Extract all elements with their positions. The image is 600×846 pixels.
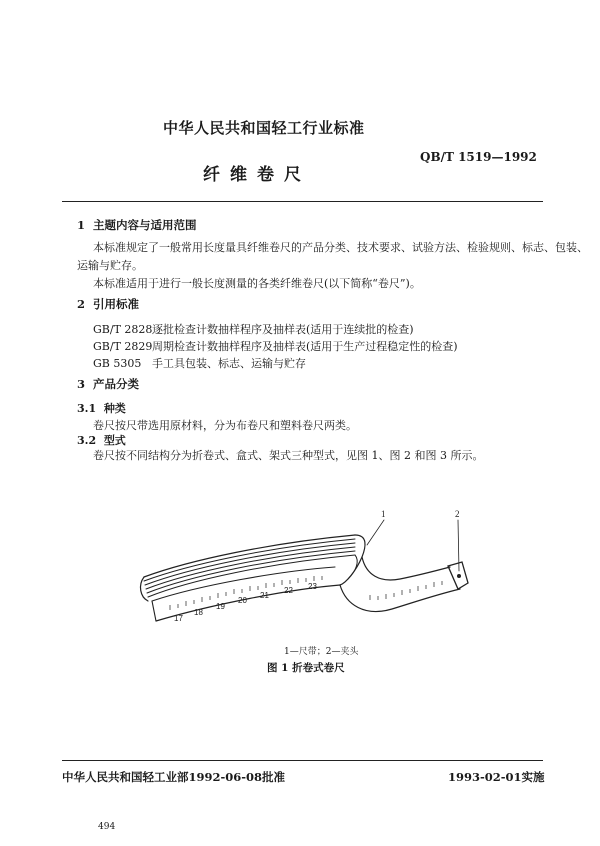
section-2-number: 2 <box>77 297 86 311</box>
doc-title: 纤维卷尺 <box>203 165 311 185</box>
header-divider <box>62 201 543 202</box>
reference-code: GB 5305 <box>93 357 142 370</box>
reference-code: GB/T 2828 <box>93 323 153 336</box>
reference-item <box>93 338 458 354</box>
tape-number: 19 <box>216 602 225 611</box>
reference-title: 周期检查计数抽样程序及抽样表(适用于生产过程稳定性的检查) <box>152 340 458 353</box>
section-2-title: 引用标准 <box>93 297 140 311</box>
tape-front-end <box>152 601 156 621</box>
tape-loop <box>340 535 365 585</box>
section-2-heading <box>77 296 139 312</box>
figure-caption: 图 1 折卷式卷尺 <box>267 662 345 674</box>
tape-number: 18 <box>194 608 203 617</box>
section-3-title: 产品分类 <box>93 377 140 391</box>
tape-strip-top <box>362 557 450 580</box>
section-3-number: 3 <box>77 377 86 391</box>
subsection-3-1-number: 3.1 <box>77 402 97 415</box>
subsection-3-2-number: 3.2 <box>77 434 97 447</box>
section-3-heading <box>77 376 139 392</box>
section-1-para-2: 本标准适用于进行一般长度测量的各类纤维卷尺(以下简称“卷尺”)。 <box>93 277 421 290</box>
section-1-number: 1 <box>77 218 86 232</box>
section-1-para-1-line-2: 运输与贮存。 <box>77 259 143 272</box>
org-title: 中华人民共和国轻工行业标准 <box>163 119 365 137</box>
tape-number: 22 <box>284 586 293 595</box>
subsection-3-2-text: 卷尺按不同结构分为折卷式、盒式、架式三种型式，见图 1、图 2 和图 3 所示。 <box>93 449 484 462</box>
figure-folded-tape-measure <box>130 505 475 630</box>
callout-1-leader <box>367 520 384 545</box>
section-1-title: 主题内容与适用范围 <box>93 218 197 232</box>
tape-loop-inner <box>348 555 357 579</box>
reference-code: GB/T 2829 <box>93 340 153 353</box>
tape-number: 20 <box>238 596 247 605</box>
subsection-3-1-title: 种类 <box>103 402 126 415</box>
tape-strip-bottom <box>340 585 460 612</box>
reference-item <box>93 355 306 371</box>
tape-number: 21 <box>260 591 269 600</box>
implementation-date: 1993-02-01实施 <box>448 770 545 784</box>
tape-number: 23 <box>308 582 317 591</box>
footer-divider <box>62 760 543 761</box>
subsection-3-2-title: 型式 <box>103 434 126 447</box>
reference-title: 逐批检查计数抽样程序及抽样表(适用于连续批的检查) <box>152 323 414 336</box>
tape-number: 17 <box>174 614 183 623</box>
callout-2-label: 2 <box>455 509 460 519</box>
callout-1-label: 1 <box>381 509 386 519</box>
subsection-3-1-text: 卷尺按尺带选用原材料，分为布卷尺和塑料卷尺两类。 <box>93 419 357 432</box>
doc-code: QB/T 1519—1992 <box>420 150 537 164</box>
approval-line: 中华人民共和国轻工业部1992-06-08批准 <box>62 770 286 784</box>
subsection-3-1-heading <box>77 400 126 416</box>
reference-item <box>93 321 414 337</box>
subsection-3-2-heading <box>77 432 126 448</box>
figure-legend: 1—尺带；2—夹头 <box>284 647 359 657</box>
reference-title: 手工具包装、标志、运输与贮存 <box>152 357 306 370</box>
page-number: 494 <box>98 822 116 832</box>
tape-clip-hole <box>457 574 461 578</box>
section-1-para-1-line-1: 本标准规定了一般常用长度量具纤维卷尺的产品分类、技术要求、试验方法、检验规则、标志、包装、 <box>93 241 588 254</box>
section-1-heading <box>77 217 197 233</box>
